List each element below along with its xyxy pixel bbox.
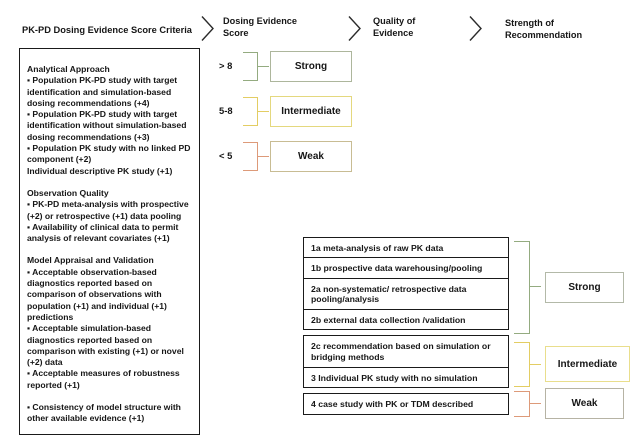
bracket-tick: [257, 156, 269, 157]
strength-box-strong: [545, 272, 624, 303]
score-value-strong: > 8: [219, 60, 233, 71]
criteria-title: PK-PD Dosing Evidence Score Criteria: [22, 25, 192, 35]
criteria-line: Individual descriptive PK study (+1): [27, 165, 173, 176]
evidence-row: 4 case study with PK or TDM described: [303, 393, 509, 415]
criteria-section-analytical: [27, 64, 193, 177]
section-heading: Model Appraisal and Validation: [27, 255, 154, 266]
strength-box-label: Weak: [571, 398, 598, 409]
evidence-bracket-strong: [514, 241, 530, 334]
flow-chevron-icon: [347, 15, 362, 42]
score-box-label: Strong: [294, 61, 328, 72]
evidence-row: 1b prospective data warehousing/pooling: [303, 257, 509, 279]
score-box-label: Weak: [298, 151, 324, 162]
evidence-group-intermediate: [303, 335, 509, 388]
strength-box-label: Strong: [568, 282, 601, 293]
section-heading: Analytical Approach: [27, 64, 110, 74]
evidence-row: 2c recommendation based on simulation or bridging methods: [303, 335, 509, 368]
criteria-line: ▪ Population PK-PD study with target identification without simulation-based dosing recommendations (+3): [27, 109, 187, 142]
criteria-line: ▪ Consistency of model structure with other available evidence (+1): [27, 402, 181, 424]
flow-chevron-icon: [468, 15, 483, 42]
bracket-tick: [529, 364, 541, 365]
score-box-strong: [270, 51, 352, 82]
strength-box-label: Intermediate: [557, 358, 618, 370]
criteria-line: ▪ Population PK-PD study with target identification and simulation-based dosing recommendations (+4): [27, 75, 178, 108]
criteria-line: ▪ Availability of clinical data to permit analysis of relevant covariates (+1): [27, 221, 179, 244]
section-heading: Observation Quality: [27, 187, 109, 198]
score-box-label: Intermediate: [281, 106, 341, 117]
criteria-line: ▪ Acceptable observation-based diagnostics reported based on comparison of observations with population (+1) and individual (+1) predictions: [27, 266, 167, 322]
evidence-row: 3 Individual PK study with no simulation: [303, 367, 509, 389]
criteria-section-observation: [27, 188, 193, 244]
bracket-tick: [529, 403, 541, 404]
criteria-line: ▪ PK-PD meta-analysis with prospective (+2) or retrospective (+1) data pooling: [27, 199, 189, 221]
criteria-section-model-appraisal: [27, 255, 193, 424]
evidence-group-weak: [303, 393, 509, 415]
score-box-weak: [270, 141, 352, 172]
score-value-intermediate: 5-8: [219, 105, 233, 116]
flow-step-quality-of-evidence: Quality of Evidence: [373, 16, 416, 38]
bracket-tick: [257, 111, 269, 112]
criteria-line: ▪ Acceptable measures of robustness reported (+1): [27, 368, 180, 390]
bracket-tick: [257, 66, 269, 67]
criteria-line: ▪ Acceptable simulation-based diagnostics reported based on comparison with existing (+1) or novel (+2) data: [27, 323, 184, 368]
bracket-tick: [529, 286, 541, 287]
flow-step-dosing-evidence-score: Dosing Evidence Score: [223, 16, 298, 38]
flow-chevron-icon: [200, 15, 215, 42]
flow-step-strength-of-recommendation: Strength of Recommendation: [505, 18, 583, 40]
strength-box-weak: [545, 388, 624, 419]
criteria-line: ▪ Population PK study with no linked PD component (+2): [27, 143, 191, 165]
strength-box-intermediate: [545, 346, 630, 382]
evidence-row: 2a non-systematic/ retrospective data pooling/analysis: [303, 278, 509, 311]
evidence-row: 1a meta-analysis of raw PK data: [303, 237, 509, 259]
criteria-box: [19, 48, 200, 435]
evidence-group-strong: [303, 237, 509, 330]
score-box-intermediate: [270, 96, 352, 127]
score-value-weak: < 5: [219, 150, 233, 161]
evidence-table: [303, 237, 509, 420]
evidence-row: 2b external data collection /validation: [303, 309, 509, 331]
